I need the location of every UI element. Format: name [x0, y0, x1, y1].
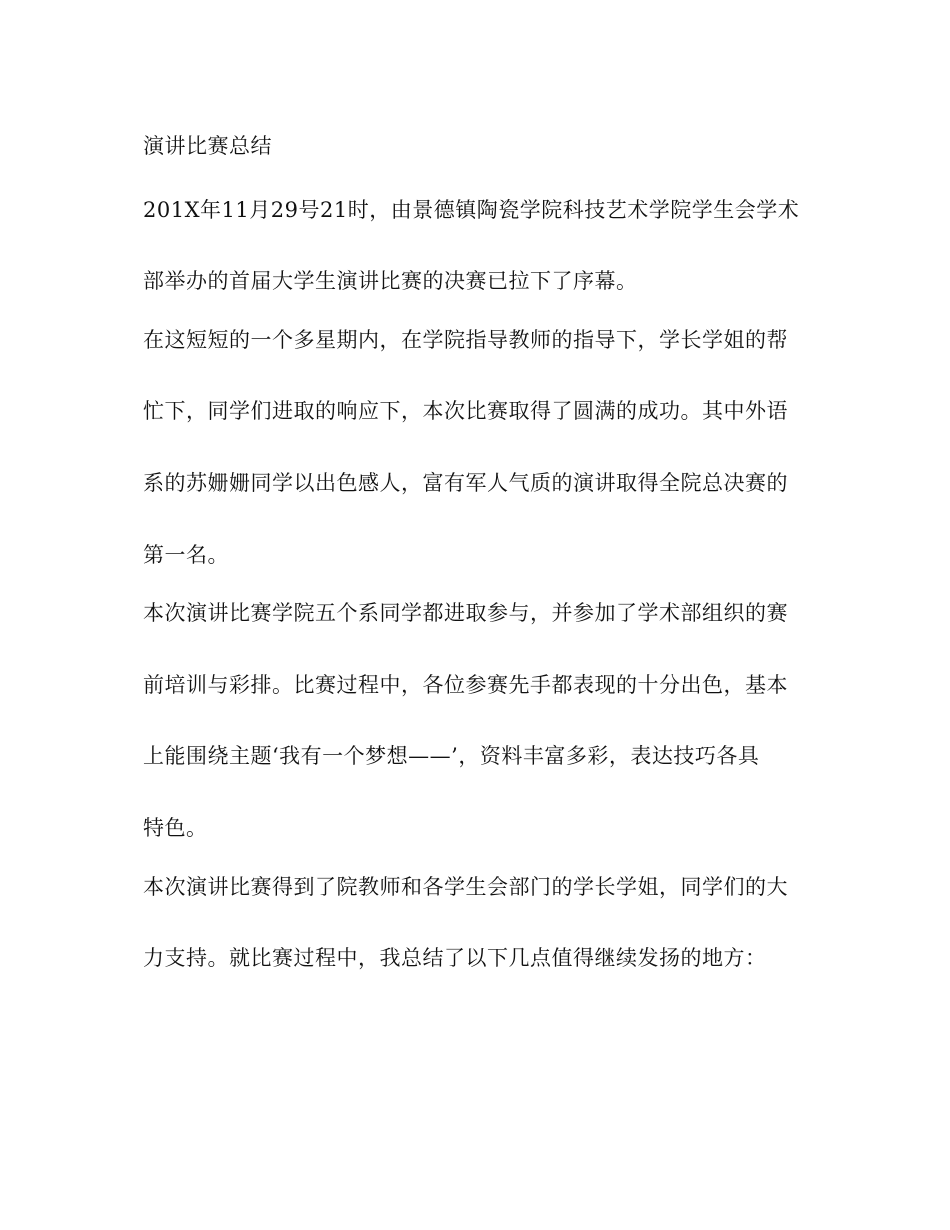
paragraph-line: 特色。: [143, 816, 208, 840]
paragraph-line: 忙下，同学们进取的响应下，本次比赛取得了圆满的成功。其中外语: [143, 399, 788, 423]
paragraph-line: 201X年11月29号21时，由景德镇陶瓷学院科技艺术学院学生会学术: [143, 198, 800, 222]
paragraph-line: 本次演讲比赛学院五个系同学都进取参与，并参加了学术部组织的赛: [143, 601, 788, 625]
paragraph-line: 力支持。就比赛过程中，我总结了以下几点值得继续发扬的地方：: [143, 946, 767, 970]
paragraph-line: 本次演讲比赛得到了院教师和各学生会部门的学长学姐，同学们的大: [143, 875, 788, 899]
paragraph-line: 在这短短的一个多星期内，在学院指导教师的指导下，学长学姐的帮: [143, 328, 788, 352]
document-title: 演讲比赛总结: [143, 134, 272, 158]
paragraph-line: 第一名。: [143, 543, 229, 567]
paragraph-line: 部举办的首届大学生演讲比赛的决赛已拉下了序幕。: [143, 269, 638, 293]
paragraph-line: 上能围绕主题‘我有一个梦想——’，资料丰富多彩，表达技巧各具: [143, 744, 760, 768]
paragraph-line: 前培训与彩排。比赛过程中，各位参赛先手都表现的十分出色，基本: [143, 673, 788, 697]
paragraph-line: 系的苏姗姗同学以出色感人，富有军人气质的演讲取得全院总决赛的: [143, 471, 788, 495]
